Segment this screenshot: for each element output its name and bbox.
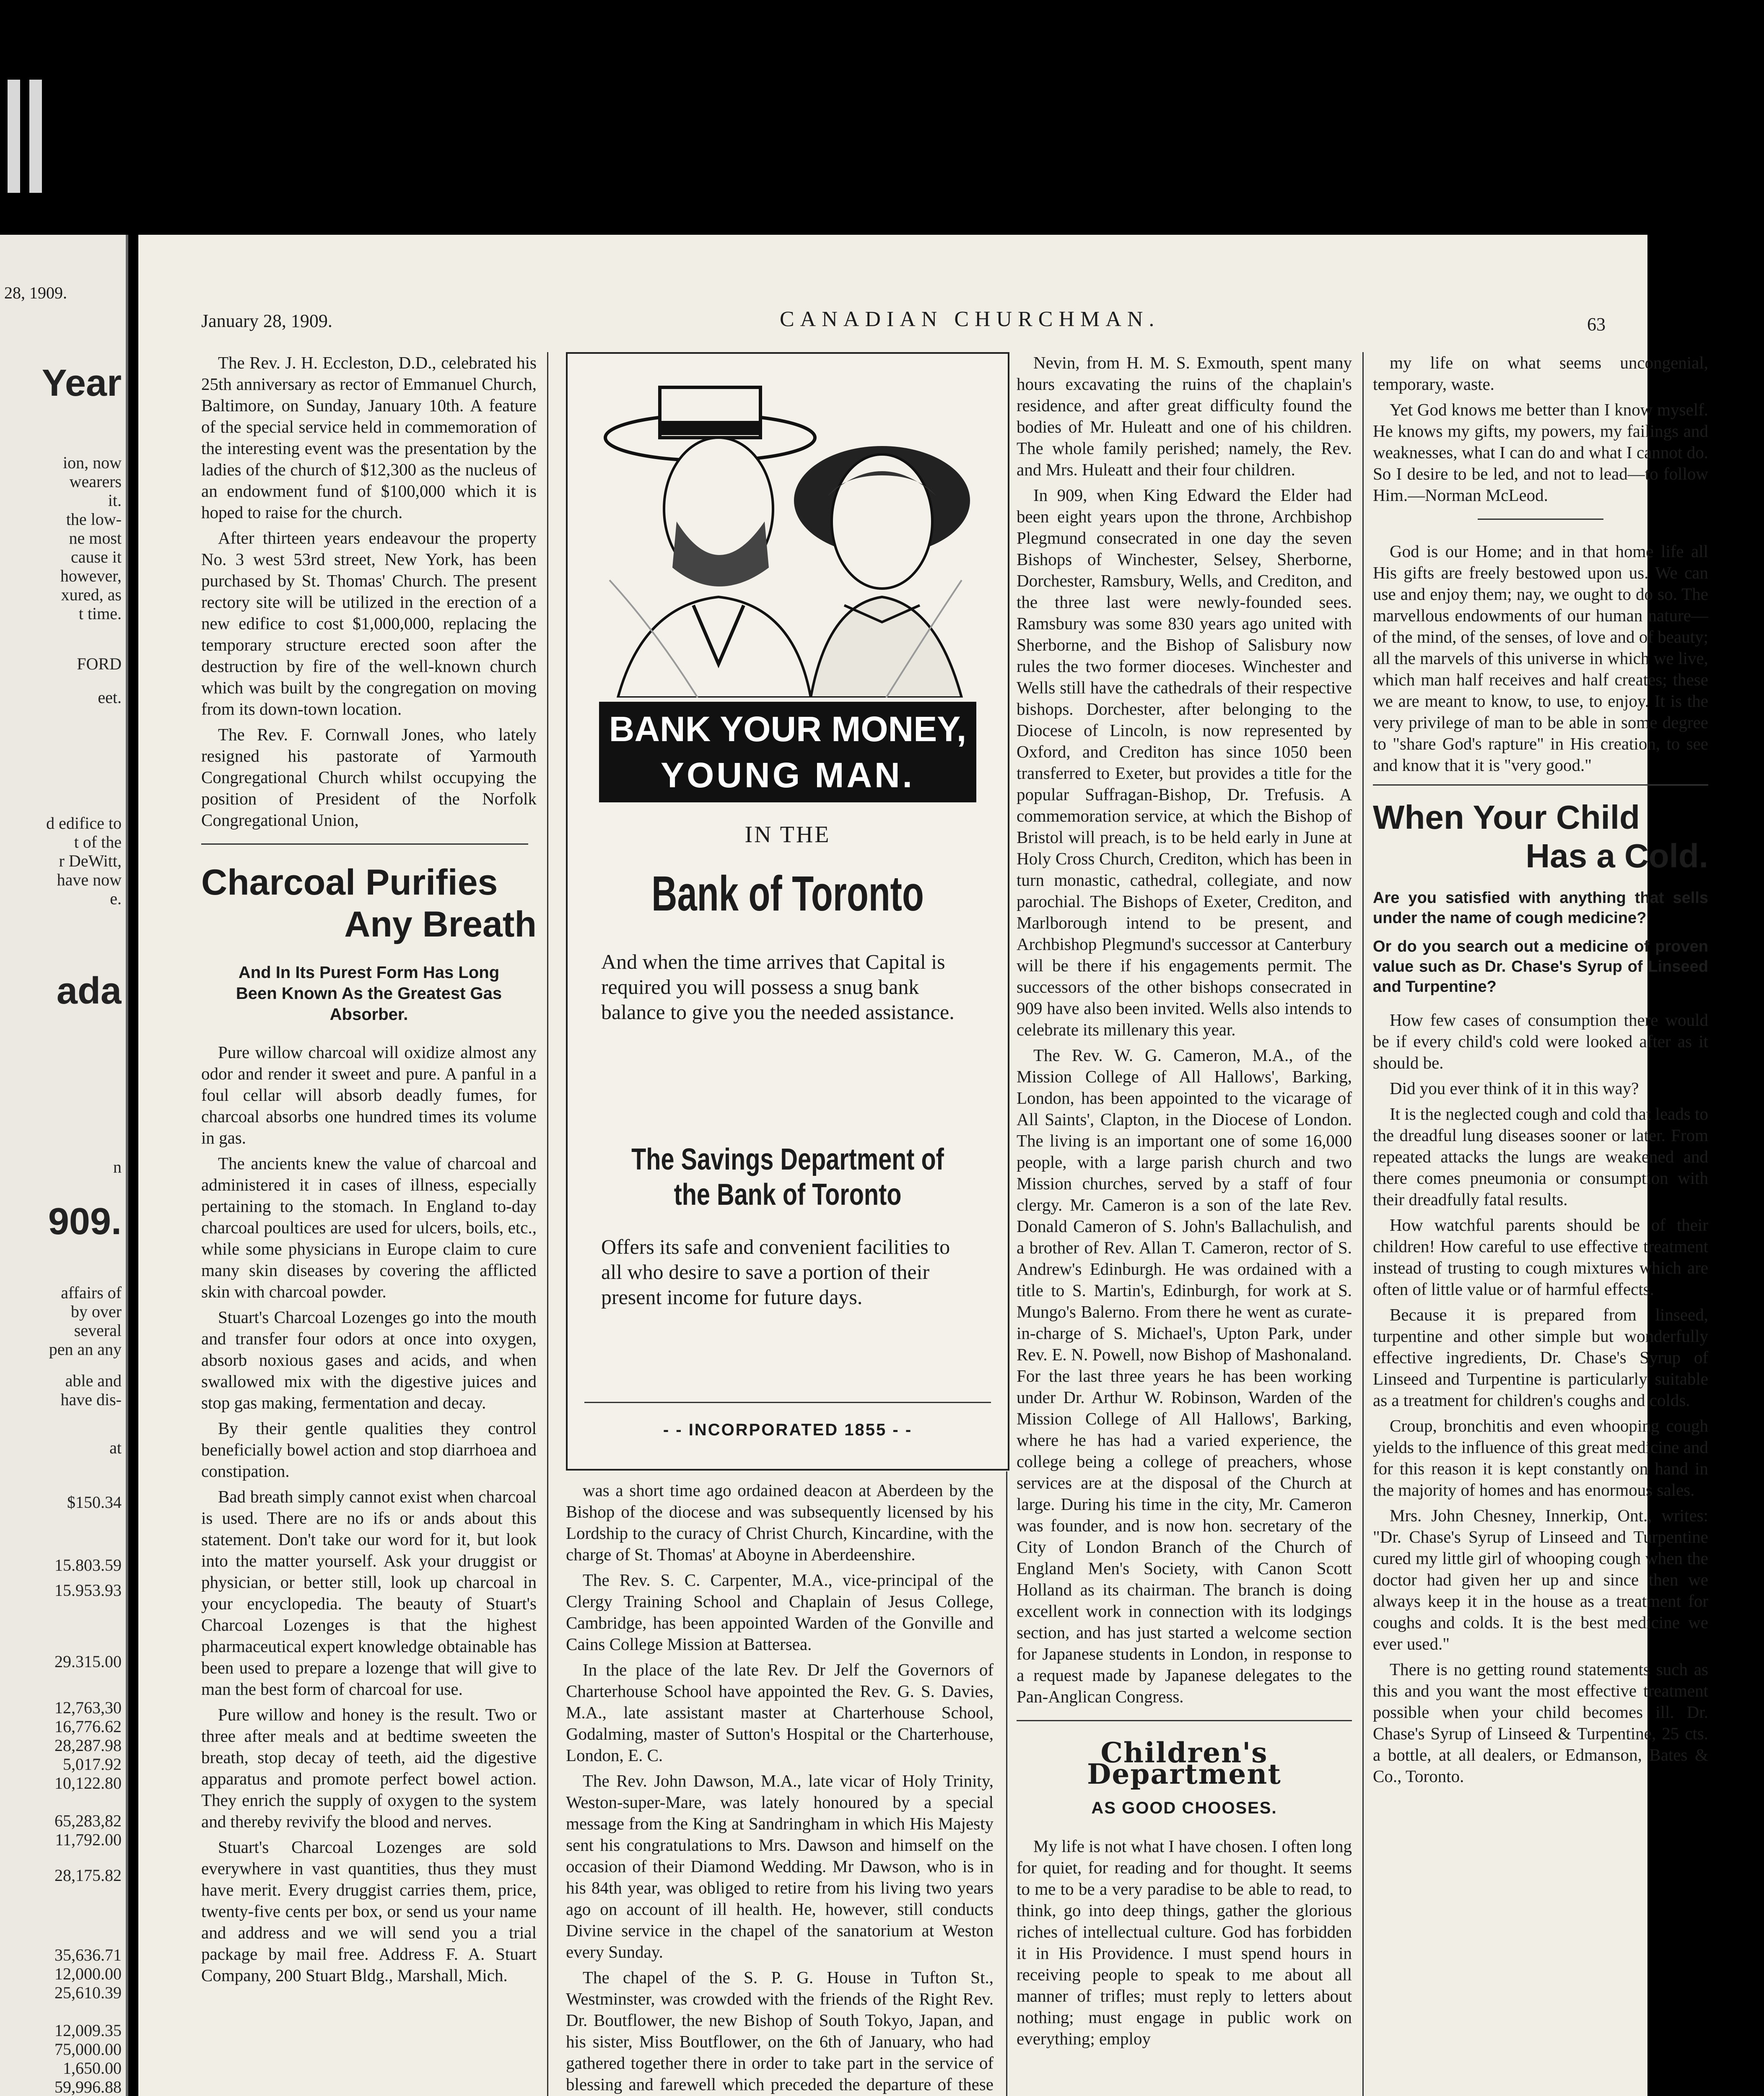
paragraph: How few cases of consumption there would be if every child's cold were looked after as it should be. [1373,1010,1708,1072]
facing-page-line: xured, as [61,585,122,604]
column-2 [566,1480,994,2096]
paragraph: It is the neglected cough and cold that leads to the dreadful lung diseases sooner or later. From repeated attacks the lungs are weakened and there comes pneumonia or consumption with their dreadfully fatal results. [1373,1104,1708,1209]
banner-line-1: BANK YOUR MONEY, [609,709,967,749]
facing-page-line: 15.803.59 [54,1556,122,1575]
facing-page-line: r DeWitt, [59,851,122,870]
facing-page-line: 15.953.93 [54,1581,122,1600]
facing-page-line: by over [70,1302,122,1321]
facing-page-line: have now [57,870,122,889]
ad-text-savings: Offers its safe and convenient facilities to all who desire to save a portion of their present income for future days. [601,1235,950,1309]
page-number: 63 [1587,314,1606,335]
newspaper-page [138,235,1708,2096]
facing-page-line: however, [60,566,122,585]
column-4 [1373,352,1708,1791]
church-news-2 [566,1480,994,2096]
cold-headline [1373,798,1708,875]
header-date: January 28, 1909. [201,311,332,331]
cold-article [1373,1009,1708,1787]
film-mark-top-2 [29,80,42,193]
facing-page-line: have dis- [60,1390,122,1409]
column-3 [1017,352,1352,2054]
facing-page-line: several [74,1321,122,1340]
facing-page-line: 1,650.00 [63,2059,122,2078]
paragraph: My life is not what I have chosen. I often long for quiet, for reading and for thought. It seems to me to be a very paradise to be able to read, to think, go into deep things, gather the glorious riches of intellectual culture. God has forbidden it in His Providence. I must spend hours in receiving people to speak to me about all manner of trifles; must reply to letters about nothing; must engage in public work on everything; employ [1017,1837,1352,2048]
facing-page-line: 12,000.00 [54,1964,122,1983]
facing-page-line: ne most [69,529,122,547]
divider [1017,1720,1352,1721]
facing-page-line: 909. [48,1201,122,1243]
column-rule-1 [547,352,548,2096]
facing-page-line: it. [108,491,122,510]
charcoal-headline-line-2: Any Breath [344,904,537,944]
savings-line-2: the Bank of Toronto [674,1178,902,1211]
paragraph: Croup, bronchitis and even whooping cough yields to the influence of this great medicine and for this reason it is kept constantly on hand in the majority of homes and has enormous sales. [1373,1416,1708,1499]
paragraph: Pure willow and honey is the result. Two or three after meals and at bedtime sweeten the breath, stop decay of teeth, aid the digestive apparatus and promote perfect bowel action. They enrich the supply of oxygen to the system and thereby revivify the blood and nerves. [201,1705,537,1831]
ad-text-capital: And when the time arrives that Capital is required you will possess a snug bank balance to give you the needed assistance. [601,950,955,1024]
facing-page-line: 75,000.00 [54,2040,122,2059]
paragraph: my life on what seems uncongenial, temporary, waste. [1373,353,1708,394]
paragraph: In the place of the late Rev. Dr Jelf the Governors of Charterhouse School have appointed the Rev. G. S. Davies, M.A., late assistant master at Charterhouse School, Godalming, master of Sutton's Hospital or the Charterhouse, London, E. C. [566,1660,994,1765]
paragraph: God is our Home; and in that home life all His gifts are freely bestowed upon us. We can use and enjoy them; nay, we ought to do so. The marvellous endowments of our human nature—of the mind, of the senses, of love and of beauty; all the marvels of this universe in which we live, which man half receives and half creates; these we are meant to know, to use, to enjoy. It is the very privilege of man to be able in some degree to "share God's rapture" in His creation, to see and know that it is "very good." [1373,542,1708,775]
poem-title: AS GOOD CHOOSES. [1091,1799,1277,1817]
ad-divider [584,1402,991,1403]
facing-page-line: able and [65,1371,122,1390]
publication-title: CANADIAN CHURCHMAN. [780,307,1160,331]
paragraph: The Rev. W. G. Cameron, M.A., of the Mission College of All Hallows', Barking, London, has been appointed to the vicarage of All Saints', Clapton, in the Diocese of London. The living is an important one of some 16,000 people, with a large parish church and two Mission churches, served by a staff of four clergy. Mr. Cameron is a son of the late Rev. Donald Cameron of S. John's Ballachulish, and a brother of Rev. Allan T. Cameron, rector of S. Andrew's Edinburgh. He was ordained with a title to S. Martin's, Edinburgh, for work at S. Mungo's Balerno. From there he went as curate-in-charge of S. Michael's, Upton Park, under Rev. E. N. Powell, now Bishop of Mashonaland. For the last three years he has been working under Dr. Arthur W. Robinson, Warden of the Mission College of All Hallows', Barking, where he has had a varied experience, the college being a college of preachers, whose services are at the disposal of the Church at large. During his time in the city, Mr. Cameron was founder, and is now hon. secretary of the City of London Branch of the Church of England Men's Society, with Canon Scott Holland as its chairman. The branch is doing excellent work in connection with its lodgings section, and has just started a welcome section for Japanese students in London, in response to a request made by Japanese delegates to the Pan-Anglican Congress. [1017,1045,1352,1706]
eccleston-news [201,352,537,831]
page-header [201,307,1606,344]
paragraph: There is no getting round statements such as this and you want the most effective treatment possible when your child becomes ill. Dr. Chase's Syrup of Linseed & Turpentine, 25 cts. a bottle, at all dealers, or Edmanson, Bates & Co., Toronto. [1373,1660,1708,1786]
facing-page-line: FORD [77,654,122,673]
church-news-3 [1017,352,1352,1707]
facing-page-line: the low- [66,510,122,529]
facing-page-line: wearers [69,472,122,491]
paragraph: Stuart's Charcoal Lozenges go into the mouth and transfer four odors at once into oxygen, absorb noxious gases and acids, and when swallowed mix with the digestive juices and stop gas making, fermentation and decay. [201,1307,537,1412]
paragraph: After thirteen years endeavour the property No. 3 west 53rd street, New York, has been purchased by St. Thomas' Church. The present rectory site will be utilized in the erection of a new edifice to cost $1,000,000, replacing the temporary structure erected soon after the destruction by fire of the well-known church which was built by the congregation on moving from its down-town location. [201,528,537,719]
paragraph: Pure willow charcoal will oxidize almost any odor and render it sweet and pure. A panful in a foul cellar will absorb deadly fumes, for charcoal absorbs one hundred times its volume in gas. [201,1043,537,1147]
man-and-woman-illustration [593,371,983,698]
divider [201,843,528,845]
divider [1373,784,1708,786]
facing-page-line: 28,287.98 [54,1736,122,1755]
paragraph: Stuart's Charcoal Lozenges are sold everywhere in vast quantities, thus they must have merit. Every druggist carries them, price, twenty-five cents per box, or send us your name and address and we will send you a trial package by mail free. Address F. A. Stuart Company, 200 Stuart Bldg., Marshall, Mich. [201,1837,537,1985]
facing-page-line: d edifice to [46,814,122,833]
paragraph: How watchful parents should be of their children! How careful to use effective treatment instead of trusting to cough mixtures which are often of little value or of harmful effects. [1373,1215,1708,1299]
bank-your-money-banner [599,702,976,802]
paragraph: Nevin, from H. M. S. Exmouth, spent many hours excavating the ruins of the chaplain's residence, and after great difficulty found the bodies of Mr. Huleatt and one of his children. The whole family perished; namely, the Rev. and Mrs. Huleatt and their four children. [1017,353,1352,479]
facing-page-line: 12,009.35 [54,2021,122,2040]
paragraph: The Rev. John Dawson, M.A., late vicar of Holy Trinity, Weston-super-Mare, was lately honoured by a special message from the King at Sandringham in which His Majesty sent his congratulations to Mrs. Dawson and himself on the occasion of their Diamond Wedding. Mr Dawson, who is in his 84th year, was obliged to retire from his living two years ago on account of ill health. He, however, still conducts Divine service in the chapel of the sanatorium at Weston every Sunday. [566,1771,994,1961]
in-the-label: IN THE [745,822,831,848]
charcoal-headline [201,861,537,945]
charcoal-subheadline: And In Its Purest Form Has Long Been Known As the Greatest Gas Absorber. [236,963,502,1024]
cold-question-1: Are you satisfied with anything that sells under the name of cough medicine? [1373,889,1708,927]
film-mark-top-1 [8,80,20,193]
facing-page-line: ion, now [63,453,122,472]
bank-name: Bank of Toronto [651,866,924,921]
facing-page-line: $150.34 [67,1493,122,1512]
facing-page-line: 59,996.88 [54,2078,122,2096]
facing-page-line: affairs of [61,1283,122,1302]
facing-page-line: 11,792.00 [55,1830,122,1849]
facing-page-line: cause it [70,547,122,566]
paragraph: The Rev. S. C. Carpenter, M.A., vice-principal of the Clergy Training School and Chaplain of Jesus College, Cambridge, has been appointed Warden of the Gonville and Cains College Mission at Battersea. [566,1570,994,1654]
charcoal-article [201,1042,537,1986]
paragraph: Mrs. John Chesney, Innerkip, Ont., writes: "Dr. Chase's Syrup of Linseed and Turpentine cured my little girl of whooping cough when the doctor had given her up and since then we always keep it in the house as a treatment for coughs and colds. It is the best medicine we ever used." [1373,1506,1708,1653]
paragraph: was a short time ago ordained deacon at Aberdeen by the Bishop of the diocese and was subsequently licensed by his Lordship to the curacy of Christ Church, Kincardine, with the charge of St. Thomas' at Aboyne in Aberdeenshire. [566,1481,994,1564]
facing-page-line: 29.315.00 [54,1652,122,1671]
paragraph: In 909, when King Edward the Elder had been eight years upon the throne, Archbishop Plegmund consecrated in one day the seven Bishops of Winchester, Selsey, Sherborne, Dorchester, Ramsbury, Wells, and Crediton, and the three last were newly-founded sees. Ramsbury was some 830 years ago united with Sherborne, and the Bishop of Salisbury now rules the two former dioceses. Winchester and Wells still have the cathedrals of their respective bishops. Dorchester, after belonging to the Diocese of Lincoln, is now represented by Oxford, and Crediton has since 1050 been transferred to Exeter, but provides a title for the popular Suffragan-Bishop, Dr. Trefusis. A commemoration service, at which the Bishop of Bristol will preach, is to be held early in June at Holy Cross Church, Crediton, which has been in turn monastic, cathedral, collegiate, and now parochial. The Bishops of Exeter, Crediton, and Marlborough intend to be present, and Archbishop Plegmund's successor at Canterbury will be there if his engagements permit. The successors of the other bishops consecrated in 909 have also been invited. Wells also intends to celebrate its millenary this year. [1017,485,1352,1039]
facing-page-line: 28,175.82 [54,1866,122,1885]
cold-headline-line-1: When Your Child [1373,799,1640,836]
god-our-home [1373,541,1708,776]
column-rule-2 [1006,1471,1007,2096]
facing-page-line: 25,610.39 [54,1983,122,2002]
column-1 [201,352,537,1990]
charcoal-headline-line-1: Charcoal Purifies [201,862,498,903]
banner-line-2: YOUNG MAN. [661,755,915,795]
facing-page-line: 5,017.92 [63,1755,122,1774]
facing-page-line: n [113,1157,122,1176]
facing-page-line: 35,636.71 [54,1946,122,1964]
savings-line-1: The Savings Department of [631,1143,944,1176]
paragraph: By their gentle qualities they control beneficially bowel action and stop diarrhoea and constipation. [201,1419,537,1481]
paragraph: The chapel of the S. P. G. House in Tufton St., Westminster, was crowded with the friends of the Right Rev. Dr. Boutflower, the new Bishop of South Tokyo, Japan, and his sister, Miss Boutflower, on the 6th of January, who had gathered together there in order to take part in the service of blessing and farewell which preceded the departure of these [566,1968,994,2094]
paragraph: Did you ever think of it in this way? [1390,1079,1639,1098]
facing-page-line: eet. [98,688,122,707]
mcleod-quote [1373,352,1708,506]
facing-page-date: 28, 1909. [4,283,67,302]
divider [1478,519,1603,520]
paragraph: The Rev. F. Cornwall Jones, who lately resigned his pastorate of Yarmouth Congregational Church whilst occupying the position of President of the Norfolk Congregational Union, [201,725,537,830]
facing-page-line: ada [56,970,122,1012]
paragraph: Yet God knows me better than I know myself. He knows my gifts, my powers, my failings and weaknesses, what I can do and what I cannot do. So I desire to be led, and not to lead—to follow Him.—Norman McLeod. [1373,400,1708,505]
facing-page-line: t of the [74,833,122,851]
cold-question-2: Or do you search out a medicine of proven value such as Dr. Chase's Syrup of Linseed and Turpentine? [1373,938,1708,996]
childrens-department-heading: Children's Department [1087,1736,1281,1790]
facing-page-line: at [109,1438,122,1457]
facing-page-line: t time. [78,604,122,623]
facing-page-line: pen an any [49,1340,122,1359]
paragraph: The Rev. J. H. Eccleston, D.D., celebrated his 25th anniversary as rector of Emmanuel Church, Baltimore, on Sunday, January 10th. A feature of the special service held in commemoration of the interesting event was the presentation by the ladies of the church of $12,300 as the nucleus of an endowment fund of $100,000 which it is hoped to raise for the church. [201,353,537,522]
facing-page-line: 65,283,82 [54,1811,122,1830]
paragraph: Because it is prepared from linseed, turpentine and other simple but wonderfully effective ingredients, Dr. Chase's Syrup of Linseed and Turpentine is particularly suitable as a treatment for children's coughs and colds. [1373,1305,1708,1410]
column-rule-3 [1362,352,1364,2096]
paragraph: The ancients knew the value of charcoal and administered it in cases of illness, especially pertaining to the stomach. In England to-day charcoal poultices are used for ulcers, boils, etc., while some physicians in Europe claim to cure many skin diseases by covering the afflicted skin with charcoal powder. [201,1154,537,1301]
childrens-article [1017,1836,1352,2049]
facing-page-line: 16,776.62 [54,1717,122,1736]
facing-page-line: Year [42,362,122,404]
facing-page-fragment [0,235,128,2096]
facing-page-line: 12,763,30 [54,1698,122,1717]
savings-department-heading [612,1142,964,1212]
cold-headline-line-2: Has a Cold. [1525,837,1708,874]
facing-page-line: 10,122.80 [54,1774,122,1792]
bank-of-toronto-ad [566,352,1009,1471]
paragraph: Bad breath simply cannot exist when charcoal is used. There are no ifs or ands about this statement. Don't take our word for it, but look into the matter yourself. Ask your druggist or physician, or better still, look up charcoal in your encyclopedia. The beauty of Stuart's Charcoal Lozenges is that the highest pharmaceutical expert knowledge obtainable has been used to prepare a lozenge that will give to man the best form of charcoal for use. [201,1487,537,1699]
incorporated-line: - - INCORPORATED 1855 - - [663,1421,913,1439]
facing-page-line: e. [110,889,122,908]
